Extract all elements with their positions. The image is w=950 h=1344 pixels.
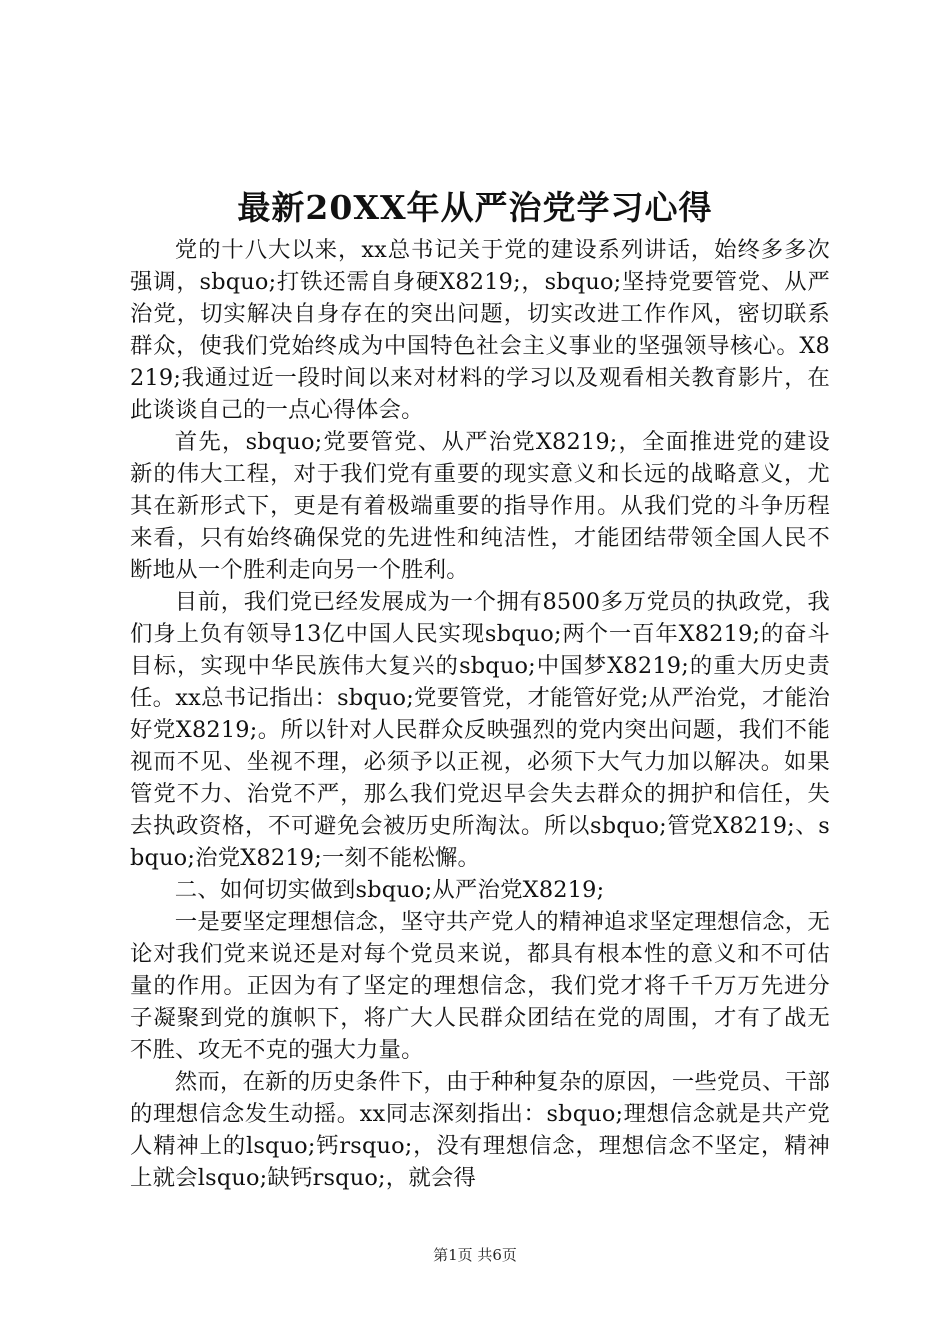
paragraph: 目前，我们党已经发展成为一个拥有8500多万党员的执政党，我们身上负有领导13亿中国人民实现sbquo;两个一百年X8219;的奋斗目标，实现中华民族伟大复兴的sbquo;中国梦X8219;的重大历史责任。xx总书记指出：sbquo;党要管党，才能管好党;从严治党，才能治好党X8219;。所以针对人民群众反映强烈的党内突出问题，我们不能视而不见、坐视不理，必须予以正视，必须下大气力加以解决。如果管党不力、治党不严，那么我们党迟早会失去群众的拥护和信任，失去执政资格，不可避免会被历史所淘汰。所以sbquo;管党X8219;、sbquo;治党X8219;一刻不能松懈。 xyxy=(130,589,830,871)
page-footer: 第1页 共6页 xyxy=(433,1246,517,1264)
document-body xyxy=(130,234,830,1194)
paragraph: 党的十八大以来，xx总书记关于党的建设系列讲话，始终多多次强调，sbquo;打铁还需自身硬X8219;，sbquo;坚持党要管党、从严治党，切实解决自身存在的突出问题，切实改进工作作风，密切联系群众，使我们党始终成为中国特色社会主义事业的坚强领导核心。X8219;我通过近一段时间以来对材料的学习以及观看相关教育影片，在此谈谈自己的一点心得体会。 xyxy=(130,237,830,423)
paragraph: 一是要坚定理想信念，坚守共产党人的精神追求坚定理想信念，无论对我们党来说还是对每个党员来说，都具有根本性的意义和不可估量的作用。正因为有了坚定的理想信念，我们党才将千千万万先进分子凝聚到党的旗帜下，将广大人民群众团结在党的周围，才有了战无不胜、攻无不克的强大力量。 xyxy=(130,909,830,1063)
paragraph: 首先，sbquo;党要管党、从严治党X8219;，全面推进党的建设新的伟大工程，对于我们党有重要的现实意义和长远的战略意义，尤其在新形式下，更是有着极端重要的指导作用。从我们党的斗争历程来看，只有始终确保党的先进性和纯洁性，才能团结带领全国人民不断地从一个胜利走向另一个胜利。 xyxy=(130,429,830,583)
document-title: 最新20XX年从严治党学习心得 xyxy=(237,188,713,227)
paragraph: 然而，在新的历史条件下，由于种种复杂的原因，一些党员、干部的理想信念发生动摇。xx同志深刻指出：sbquo;理想信念就是共产党人精神上的lsquo;钙rsquo;，没有理想信念，理想信念不坚定，精神上就会lsquo;缺钙rsquo;，就会得 xyxy=(130,1069,830,1191)
section-heading: 二、如何切实做到sbquo;从严治党X8219; xyxy=(174,877,605,903)
